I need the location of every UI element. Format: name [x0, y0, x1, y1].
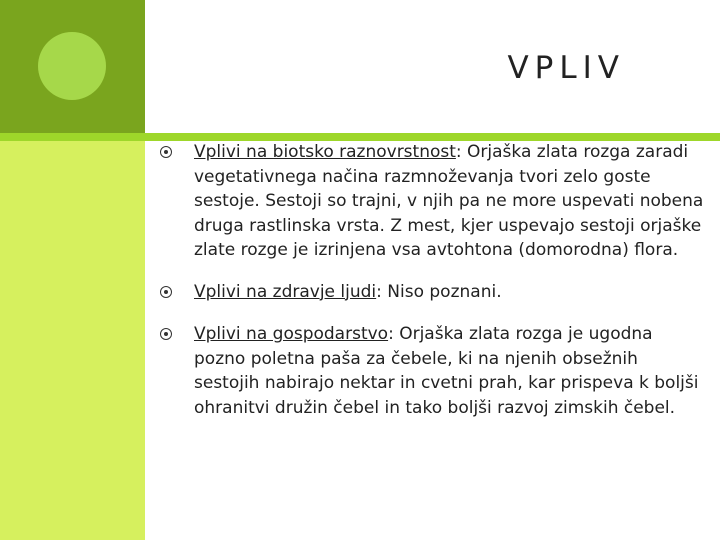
slide-title: VPLIV — [507, 50, 625, 86]
bullet-item — [160, 140, 708, 263]
bullet-term: Vplivi na gospodarstvo — [194, 324, 389, 344]
bullet-text: : Orjaška zlata rozga zaradi vegetativnega načina razmnoževanja tvori zelo goste sestoje. Sestoji so trajni, v njih pa ne more uspevati nobena druga rastlinska vrsta. Z mest, kjer uspevajo sestoji orjaške zlate rozge je izrinjena vsa avtohtona (domorodna) flora. — [194, 142, 704, 260]
circle-bullet-icon — [160, 286, 172, 298]
bullet-text: : Orjaška zlata rozga je ugodna pozno poletna paša za čebele, ki na njenih obsežnih sestojih nabirajo nektar in cvetni prah, kar prispeva k boljši ohranitvi družin čebel in tako boljši razvoj zimskih čebel. — [194, 324, 699, 418]
decorative-circle — [38, 32, 106, 100]
sidebar-bottom-panel — [0, 133, 145, 540]
bullet-term: Vplivi na biotsko raznovrstnost — [194, 142, 456, 162]
bullet-text: : Niso poznani. — [376, 281, 502, 302]
bullet-item — [160, 322, 708, 420]
slide-content — [160, 138, 708, 420]
circle-bullet-icon — [160, 328, 172, 340]
bullet-item — [160, 280, 708, 305]
bullet-term: Vplivi na zdravje ljudi — [194, 281, 377, 302]
circle-bullet-icon — [160, 146, 172, 158]
